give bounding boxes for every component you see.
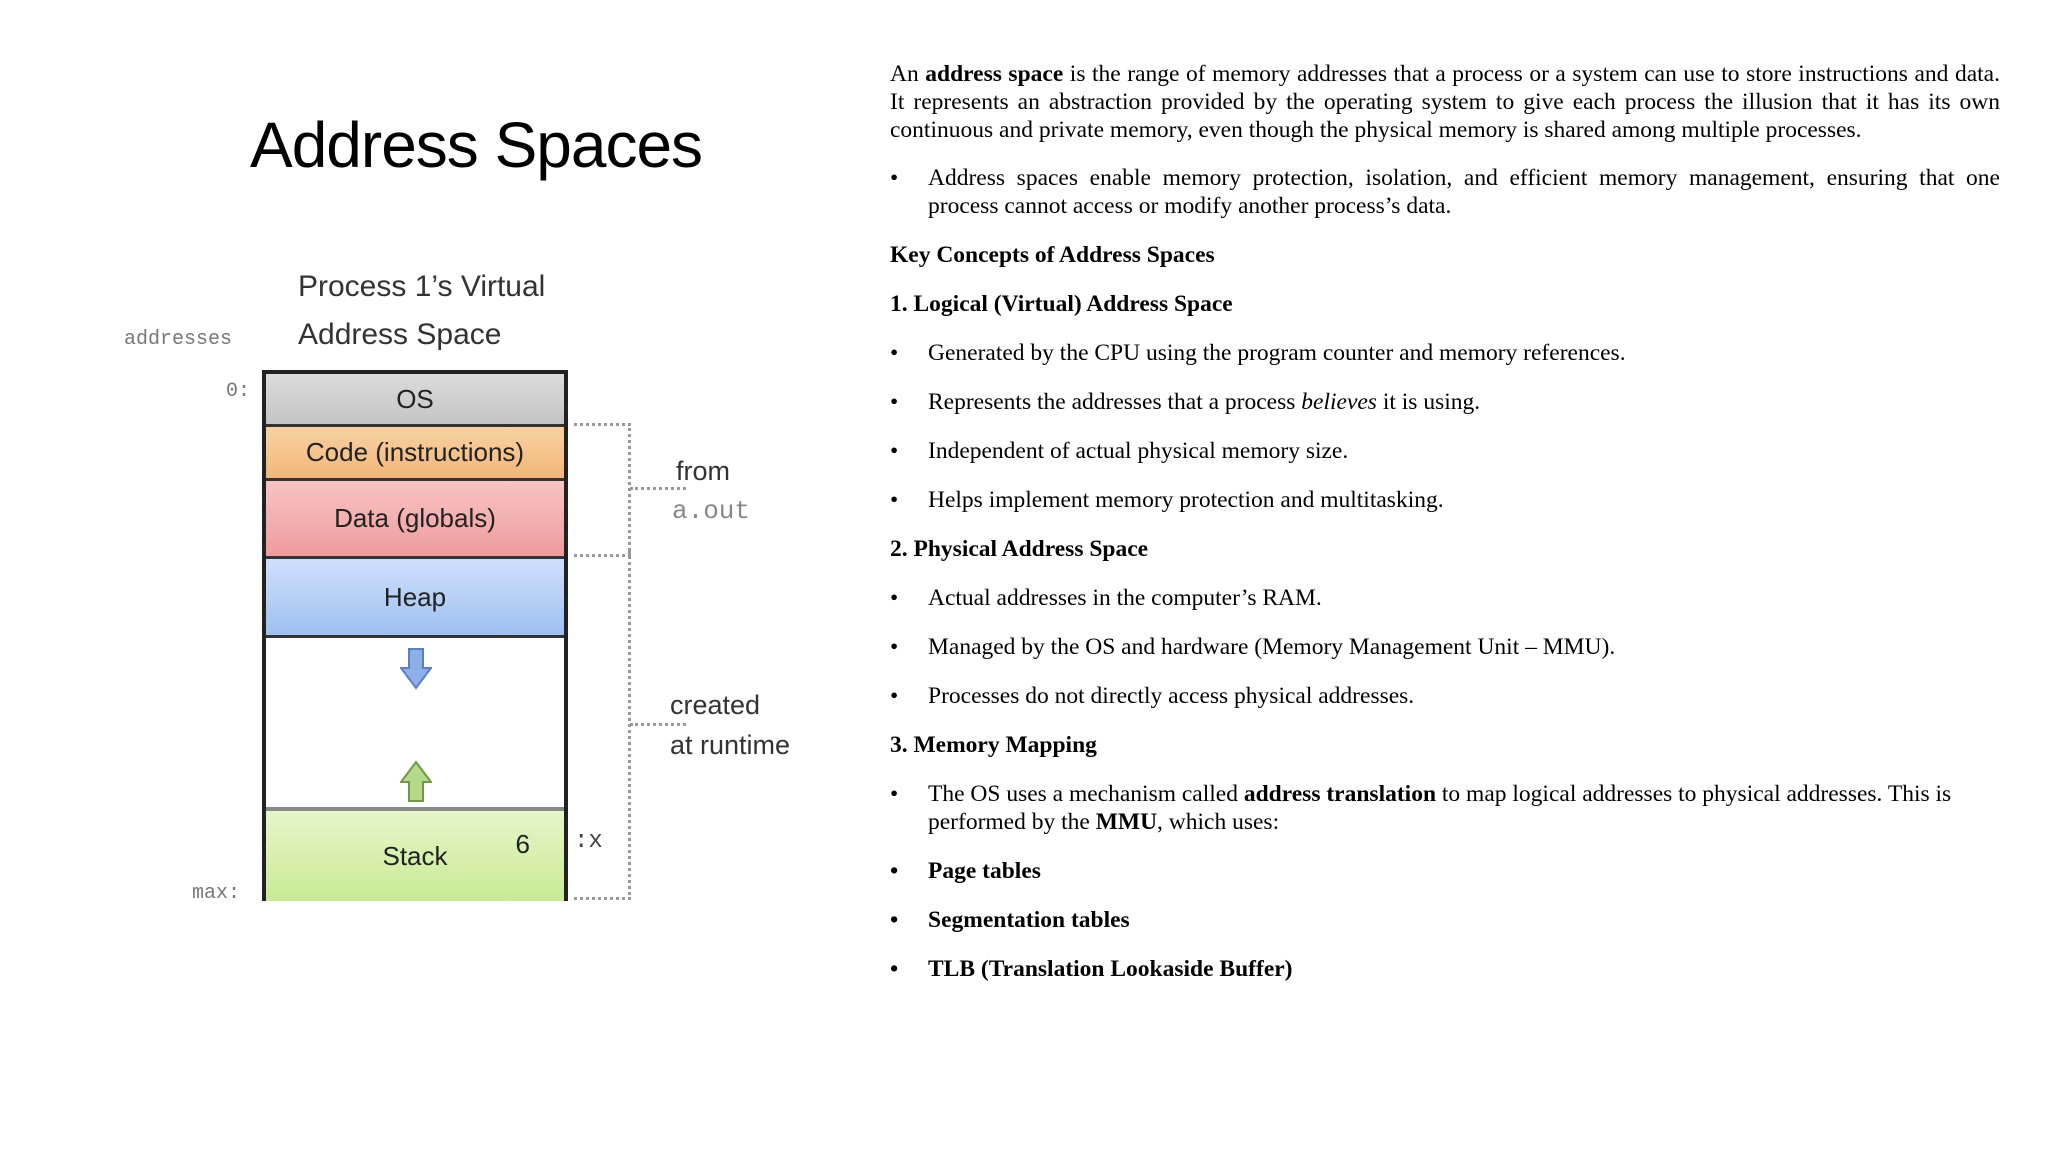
intro-term: address space	[925, 61, 1064, 87]
bullet-text: Represents the addresses that a process	[928, 389, 1302, 415]
address-max-label: max:	[192, 882, 241, 905]
heap-growth-down-arrow-icon	[400, 648, 432, 690]
segment-data: Data (globals)	[266, 481, 564, 559]
diagram-heading-line1: Process 1’s Virtual	[298, 270, 546, 303]
section-2-bullet-3: • Processes do not directly access physical addresses.	[890, 682, 2000, 710]
segment-stack	[266, 807, 564, 901]
bullet-term-mmu: MMU	[1095, 809, 1158, 835]
address-zero-label: 0:	[226, 380, 251, 403]
stack-growth-up-arrow-icon	[400, 760, 432, 802]
from-label: from	[676, 456, 730, 486]
section-1-heading: 1. Logical (Virtual) Address Space	[890, 291, 1233, 317]
content-text	[890, 60, 2000, 1004]
runtime-label: at runtime	[670, 730, 791, 760]
segment-code: Code (instructions)	[266, 427, 564, 481]
runtime-connector	[630, 723, 686, 726]
item-segmentation-tables: • Segmentation tables	[890, 906, 2000, 934]
stack-value: 6	[515, 829, 530, 859]
section-1-bullet-3: • Independent of actual physical memory size.	[890, 437, 2000, 465]
memory-layout-box	[262, 370, 568, 901]
bullet-term: address translation	[1243, 781, 1437, 807]
bullet-text: The OS uses a mechanism called	[928, 781, 1244, 807]
bullet-text-end: it is using.	[1376, 389, 1481, 415]
intro-text: An	[890, 61, 926, 87]
bullet-text-end: , which uses:	[1157, 809, 1280, 835]
section-1-bullet-4: • Helps implement memory protection and multitasking.	[890, 486, 2000, 514]
address-space-diagram	[0, 0, 860, 1152]
segment-os: OS	[266, 374, 564, 427]
key-concepts-heading: Key Concepts of Address Spaces	[890, 242, 1215, 268]
addresses-label: addresses	[124, 328, 233, 351]
section-2-heading: 2. Physical Address Space	[890, 536, 1149, 562]
created-label: created	[670, 690, 761, 720]
slide-title: Address Spaces	[250, 109, 703, 181]
bullet-intro: • Address spaces enable memory protection, isolation, and efficient memory management, ensuring that one process cannot access or modify another process’s data.	[890, 164, 2000, 220]
segment-heap: Heap	[266, 559, 564, 638]
diagram-heading-line2: Address Space	[298, 318, 502, 351]
intro-paragraph	[890, 60, 2000, 144]
from-aout-bracket	[574, 423, 631, 557]
from-aout-connector	[630, 487, 686, 490]
section-2-bullet-2: • Managed by the OS and hardware (Memory Management Unit – MMU).	[890, 633, 2000, 661]
section-1-bullet-1: • Generated by the CPU using the program counter and memory references.	[890, 339, 2000, 367]
item-tlb: • TLB (Translation Lookaside Buffer)	[890, 955, 2000, 983]
x-label: :x	[574, 828, 603, 855]
section-3-bullet-1	[890, 780, 2000, 836]
bullet-emphasis: believes	[1301, 389, 1377, 415]
section-1-bullet-2	[890, 388, 2000, 416]
section-2-bullet-1: • Actual addresses in the computer’s RAM.	[890, 584, 2000, 612]
section-3-heading: 3. Memory Mapping	[890, 732, 1097, 758]
aout-label: a.out	[672, 496, 751, 526]
bullet-text-mid: to map logical addresses to physical addresses. This is performed by the	[928, 781, 1952, 835]
intro-text-rest: is the range of memory addresses that a process or a system can use to store instructions and data. It represents an abstraction provided by the operating system to give each process the illusion that it has its own continuous and private memory, even though the physical memory is shared among multiple processes.	[890, 61, 2000, 143]
stack-label: Stack	[382, 840, 448, 871]
item-page-tables: • Page tables	[890, 857, 2000, 885]
